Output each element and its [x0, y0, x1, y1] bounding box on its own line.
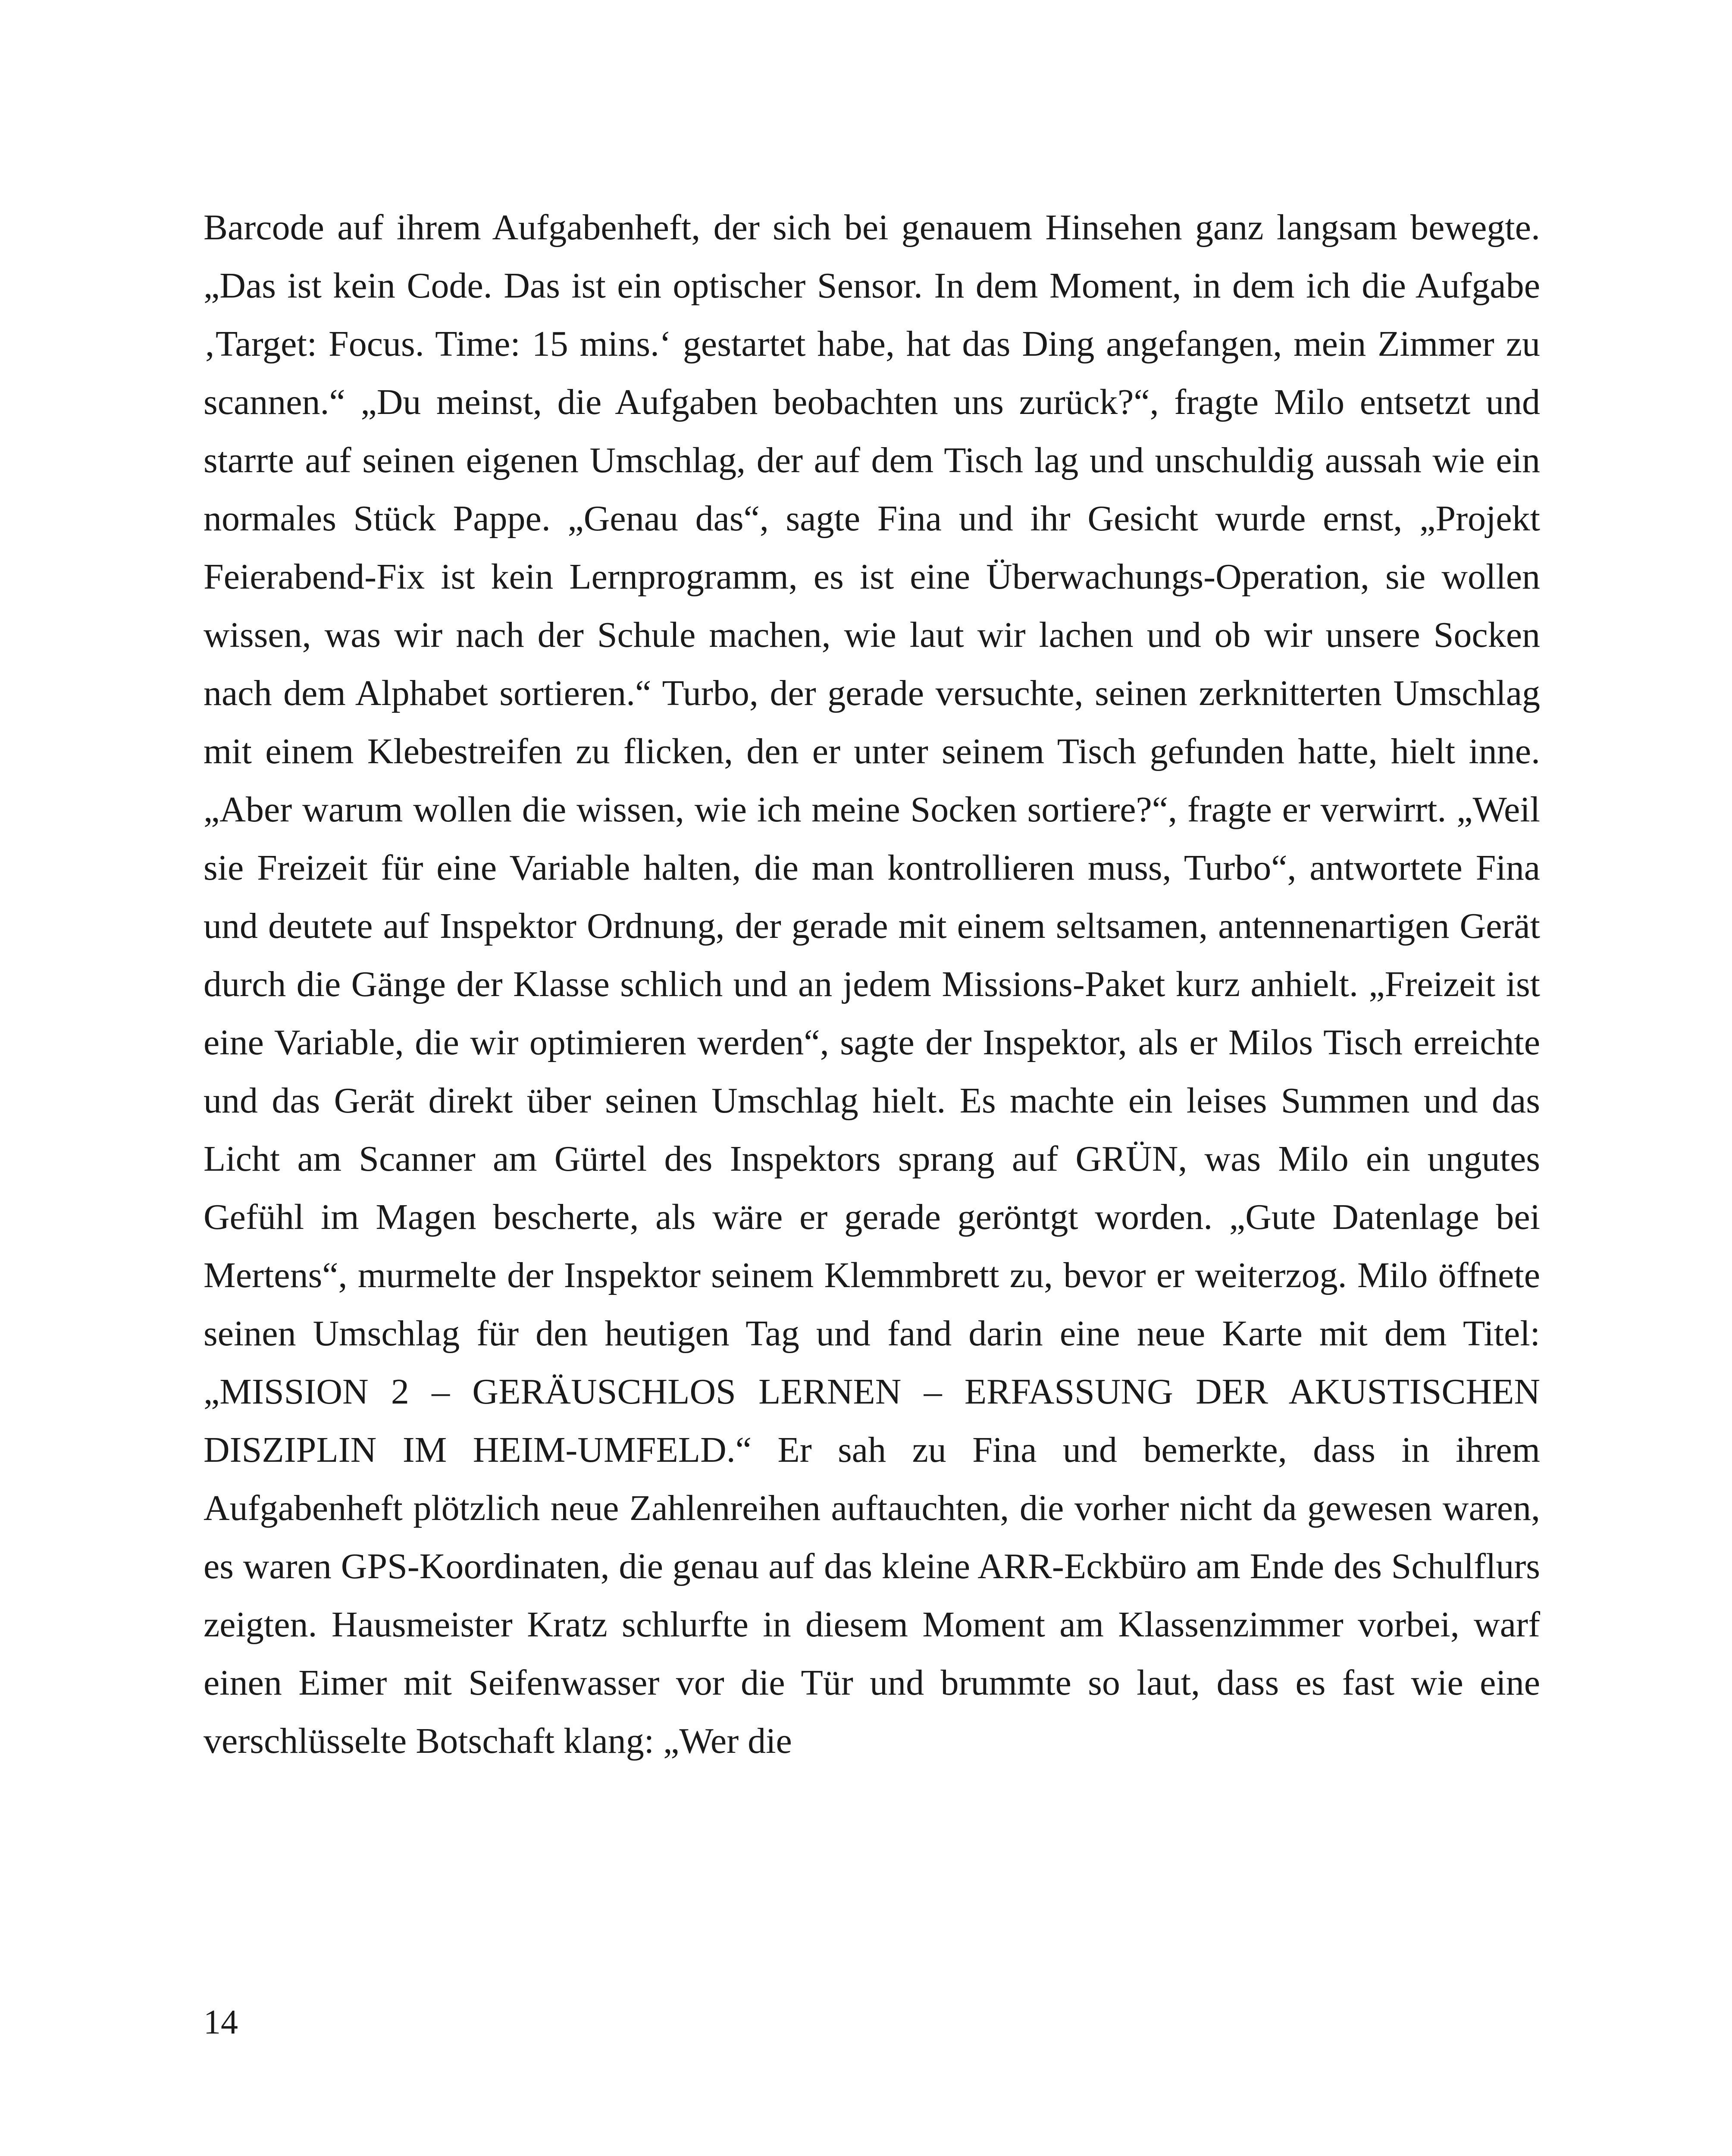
body-paragraph: Barcode auf ihrem Aufgabenheft, der sich bei genauem Hinsehen ganz langsam bewegte. „Das ist kein Code. Das ist ein optischer Sensor. In dem Moment, in dem ich die Aufgabe ‚Target: Focus. Time: 15 mins.‘ gestartet habe, hat das Ding angefangen, mein Zimmer zu scannen.“ „Du meinst, die Aufgaben beobachten uns zurück?“, fragte Milo entsetzt und starrte auf seinen eigenen Umschlag, der auf dem Tisch lag und unschuldig aussah wie ein normales Stück Pappe. „Genau das“, sagte Fina und ihr Gesicht wurde ernst, „Projekt Feierabend-Fix ist kein Lernprogramm, es ist eine Überwachungs-Operation, sie wollen wissen, was wir nach der Schule machen, wie laut wir lachen und ob wir unsere Socken nach dem Alphabet sortieren.“ Turbo, der gerade versuchte, seinen zerknitterten Umschlag mit einem Klebestreifen zu flicken, den er unter seinem Tisch gefunden hatte, hielt inne. „Aber warum wollen die wissen, wie ich meine Socken sortiere?“, fragte er verwirrt. „Weil sie Freizeit für eine Variable halten, die man kontrollieren muss, Turbo“, antwortete Fina und deutete auf Inspektor Ordnung, der gerade mit einem seltsamen, antennenartigen Gerät durch die Gänge der Klasse schlich und an jedem Missions-Paket kurz anhielt. „Freizeit ist eine Variable, die wir optimieren werden“, sagte der Inspektor, als er Milos Tisch erreichte und das Gerät direkt über seinen Umschlag hielt. Es machte ein leises Summen und das Licht am Scanner am Gürtel des Inspektors sprang auf GRÜN, was Milo ein ungutes Gefühl im Magen bescherte, als wäre er gerade geröntgt worden. „Gute Datenlage bei Mertens“, murmelte der Inspektor seinem Klemmbrett zu, bevor er weiterzog. Milo öffnete seinen Umschlag für den heutigen Tag und fand darin eine neue Karte mit dem Titel: „MISSION 2 – GERÄUSCHLOS LERNEN – ERFASSUNG DER AKUSTISCHEN DISZIPLIN IM HEIM-UMFELD.“ Er sah zu Fina und bemerkte, dass in ihrem Aufgabenheft plötzlich neue Zahlenreihen auftauchten, die vorher nicht da gewesen waren, es waren GPS-Koordinaten, die genau auf das kleine ARR-Eckbüro am Ende des Schulflurs zeigten. Hausmeister Kratz schlurfte in diesem Moment am Klassenzimmer vorbei, warf einen Eimer mit Seifenwasser vor die Tür und brummte so laut, dass es fast wie eine verschlüsselte Botschaft klang: „Wer die — [204, 207, 1540, 1761]
page-number: 14 — [204, 2003, 238, 2041]
